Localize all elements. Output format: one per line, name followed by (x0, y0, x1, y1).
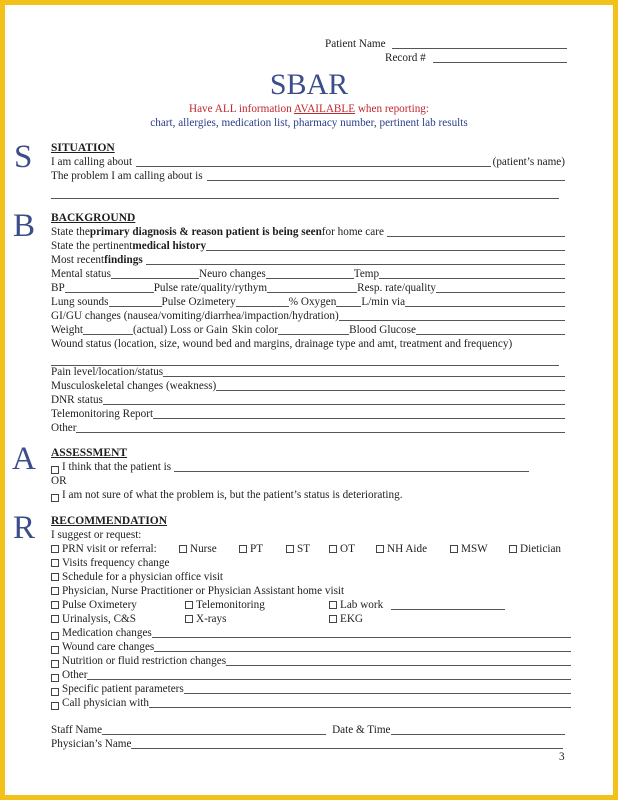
dnr-field[interactable] (103, 404, 565, 405)
bp-row: BP Pulse rate/quality/rythym Resp. rate/quality (51, 282, 565, 295)
st-option[interactable]: ST (286, 543, 310, 556)
primary-diagnosis-row: State the primary diagnosis & reason patient is being seen for home care (51, 226, 565, 239)
pulse-rate-field[interactable] (267, 292, 357, 293)
record-label: Record # (385, 52, 426, 64)
wound-row: Wound care changes (51, 641, 571, 654)
resp-rate-field[interactable] (436, 292, 565, 293)
ua-option[interactable]: Urinalysis, C&S (51, 613, 136, 626)
situation-title: SITUATION (51, 142, 115, 154)
findings-row: Most recent findings (51, 254, 565, 267)
pulse-ox-checkbox[interactable] (51, 601, 59, 609)
bp-field[interactable] (65, 292, 154, 293)
params-checkbox[interactable] (51, 688, 59, 696)
subtitle-red: Have ALL information AVAILABLE when reporting: (189, 103, 429, 115)
patient-name-label: Patient Name (325, 38, 386, 50)
physician-name-field[interactable] (131, 748, 563, 749)
medical-history-row: State the pertinent medical history (51, 240, 565, 253)
nh-aide-option[interactable]: NH Aide (376, 543, 427, 556)
msw-option[interactable]: MSW (450, 543, 488, 556)
lab-option[interactable]: Lab work (329, 599, 383, 612)
rec-other-field[interactable] (87, 679, 571, 680)
schedule-checkbox[interactable] (51, 573, 59, 581)
suggest-label: I suggest or request: (51, 529, 142, 541)
record-field[interactable] (433, 62, 567, 63)
xray-checkbox[interactable] (185, 615, 193, 623)
subtitle-blue: chart, allergies, medication list, pharmacy number, pertinent lab results (150, 117, 468, 129)
musculo-row: Musculoskeletal changes (weakness) (51, 380, 565, 393)
telemon-checkbox[interactable] (185, 601, 193, 609)
dietician-option[interactable]: Dietician (509, 543, 561, 556)
mental-status-row: Mental status Neuro changes Temp (51, 268, 565, 281)
pt-checkbox[interactable] (239, 545, 247, 553)
gi-gu-field[interactable] (339, 320, 565, 321)
pulse-ox-option[interactable]: Pulse Oximetery (51, 599, 137, 612)
letter-r: R (13, 510, 36, 546)
params-field[interactable] (184, 693, 571, 694)
recommendation-title: RECOMMENDATION (51, 515, 168, 527)
telemon-option[interactable]: Telemonitoring (185, 599, 265, 612)
call-field[interactable] (149, 707, 571, 708)
ekg-option[interactable]: EKG (329, 613, 363, 626)
pt-option[interactable]: PT (239, 543, 263, 556)
blood-glucose-field[interactable] (416, 334, 565, 335)
meds-checkbox[interactable] (51, 632, 59, 640)
lab-work-field[interactable] (391, 609, 505, 610)
ot-option[interactable]: OT (329, 543, 355, 556)
pulse-ox-field[interactable] (236, 306, 289, 307)
think-checkbox[interactable] (51, 466, 59, 474)
staff-row: Staff Name Date & Time (51, 724, 565, 737)
weight-field[interactable] (83, 334, 133, 335)
assessment-title: ASSESSMENT (51, 447, 128, 459)
xray-option[interactable]: X-rays (185, 613, 226, 626)
nutrition-row: Nutrition or fluid restriction changes (51, 655, 571, 668)
physician-visit-option[interactable]: Physician, Nurse Practitioner or Physician Assistant home visit (51, 585, 344, 598)
temp-field[interactable] (379, 278, 565, 279)
lung-sounds-row: Lung sounds Pulse Ozimetery % Oxygen L/min via (51, 296, 565, 309)
ekg-checkbox[interactable] (329, 615, 337, 623)
nh-aide-checkbox[interactable] (376, 545, 384, 553)
other-row: Other (51, 422, 565, 435)
letter-s: S (14, 139, 33, 175)
mental-status-field[interactable] (111, 278, 199, 279)
problem-row: The problem I am calling about is (51, 170, 565, 183)
nurse-option[interactable]: Nurse (179, 543, 217, 556)
lmin-field[interactable] (405, 306, 565, 307)
pain-row: Pain level/location/status (51, 366, 565, 379)
wound-status-row: Wound status (location, size, wound bed and margins, drainage type and amt, treatment and frequency) (51, 338, 513, 350)
wound-checkbox[interactable] (51, 646, 59, 654)
calling-about-field[interactable] (136, 166, 491, 167)
primary-diagnosis-field[interactable] (387, 236, 565, 237)
page-number: 3 (559, 751, 565, 763)
oxygen-field[interactable] (336, 306, 361, 307)
weight-row: Weight (actual) Loss or Gain Skin color Blood Glucose (51, 324, 565, 337)
physician-visit-checkbox[interactable] (51, 587, 59, 595)
patient-name-field[interactable] (392, 48, 567, 49)
call-row: Call physician with (51, 697, 571, 710)
skin-color-field[interactable] (278, 334, 349, 335)
pain-field[interactable] (163, 376, 565, 377)
not-sure-checkbox[interactable] (51, 494, 59, 502)
sbar-form-page (5, 5, 613, 795)
neuro-changes-field[interactable] (266, 278, 354, 279)
wound-field[interactable] (154, 651, 571, 652)
ot-checkbox[interactable] (329, 545, 337, 553)
lab-checkbox[interactable] (329, 601, 337, 609)
problem-field-2[interactable] (51, 198, 559, 199)
prn-checkbox[interactable] (51, 545, 59, 553)
ua-checkbox[interactable] (51, 615, 59, 623)
calling-about-row: I am calling about (patient’s name) (51, 156, 565, 168)
nutrition-checkbox[interactable] (51, 660, 59, 668)
telemon-row: Telemonitoring Report (51, 408, 565, 421)
schedule-option[interactable]: Schedule for a physician office visit (51, 571, 223, 584)
not-sure-row: I am not sure of what the problem is, but the patient’s status is deteriorating. (51, 489, 565, 502)
page-title: SBAR (269, 68, 349, 101)
telemon-field[interactable] (153, 418, 565, 419)
dnr-row: DNR status (51, 394, 565, 407)
prn-row: PRN visit or referral: (51, 543, 157, 556)
gi-gu-row: GI/GU changes (nausea/vomiting/diarrhea/impaction/hydration) (51, 310, 565, 323)
findings-field[interactable] (146, 264, 565, 265)
problem-field[interactable] (207, 180, 565, 181)
dietician-checkbox[interactable] (509, 545, 517, 553)
meds-row: Medication changes (51, 627, 571, 640)
rec-other-row: Other (51, 669, 571, 682)
msw-checkbox[interactable] (450, 545, 458, 553)
nurse-checkbox[interactable] (179, 545, 187, 553)
medical-history-field[interactable] (206, 250, 565, 251)
nutrition-field[interactable] (226, 665, 571, 666)
other-field[interactable] (76, 432, 565, 433)
st-checkbox[interactable] (286, 545, 294, 553)
call-checkbox[interactable] (51, 702, 59, 710)
visits-option[interactable]: Visits frequency change (51, 557, 169, 570)
physician-row: Physician’s Name (51, 738, 563, 751)
background-title: BACKGROUND (51, 212, 136, 224)
date-time-field[interactable] (391, 734, 566, 735)
letter-b: B (13, 208, 36, 244)
rec-other-checkbox[interactable] (51, 674, 59, 682)
staff-name-field[interactable] (102, 734, 326, 735)
musculo-field[interactable] (216, 390, 565, 391)
lung-sounds-field[interactable] (109, 306, 162, 307)
visits-checkbox[interactable] (51, 559, 59, 567)
or-label: OR (51, 475, 67, 487)
params-row: Specific patient parameters (51, 683, 571, 696)
think-row: I think that the patient is (51, 461, 529, 474)
meds-field[interactable] (152, 637, 571, 638)
letter-a: A (12, 441, 36, 477)
think-field[interactable] (174, 471, 529, 472)
